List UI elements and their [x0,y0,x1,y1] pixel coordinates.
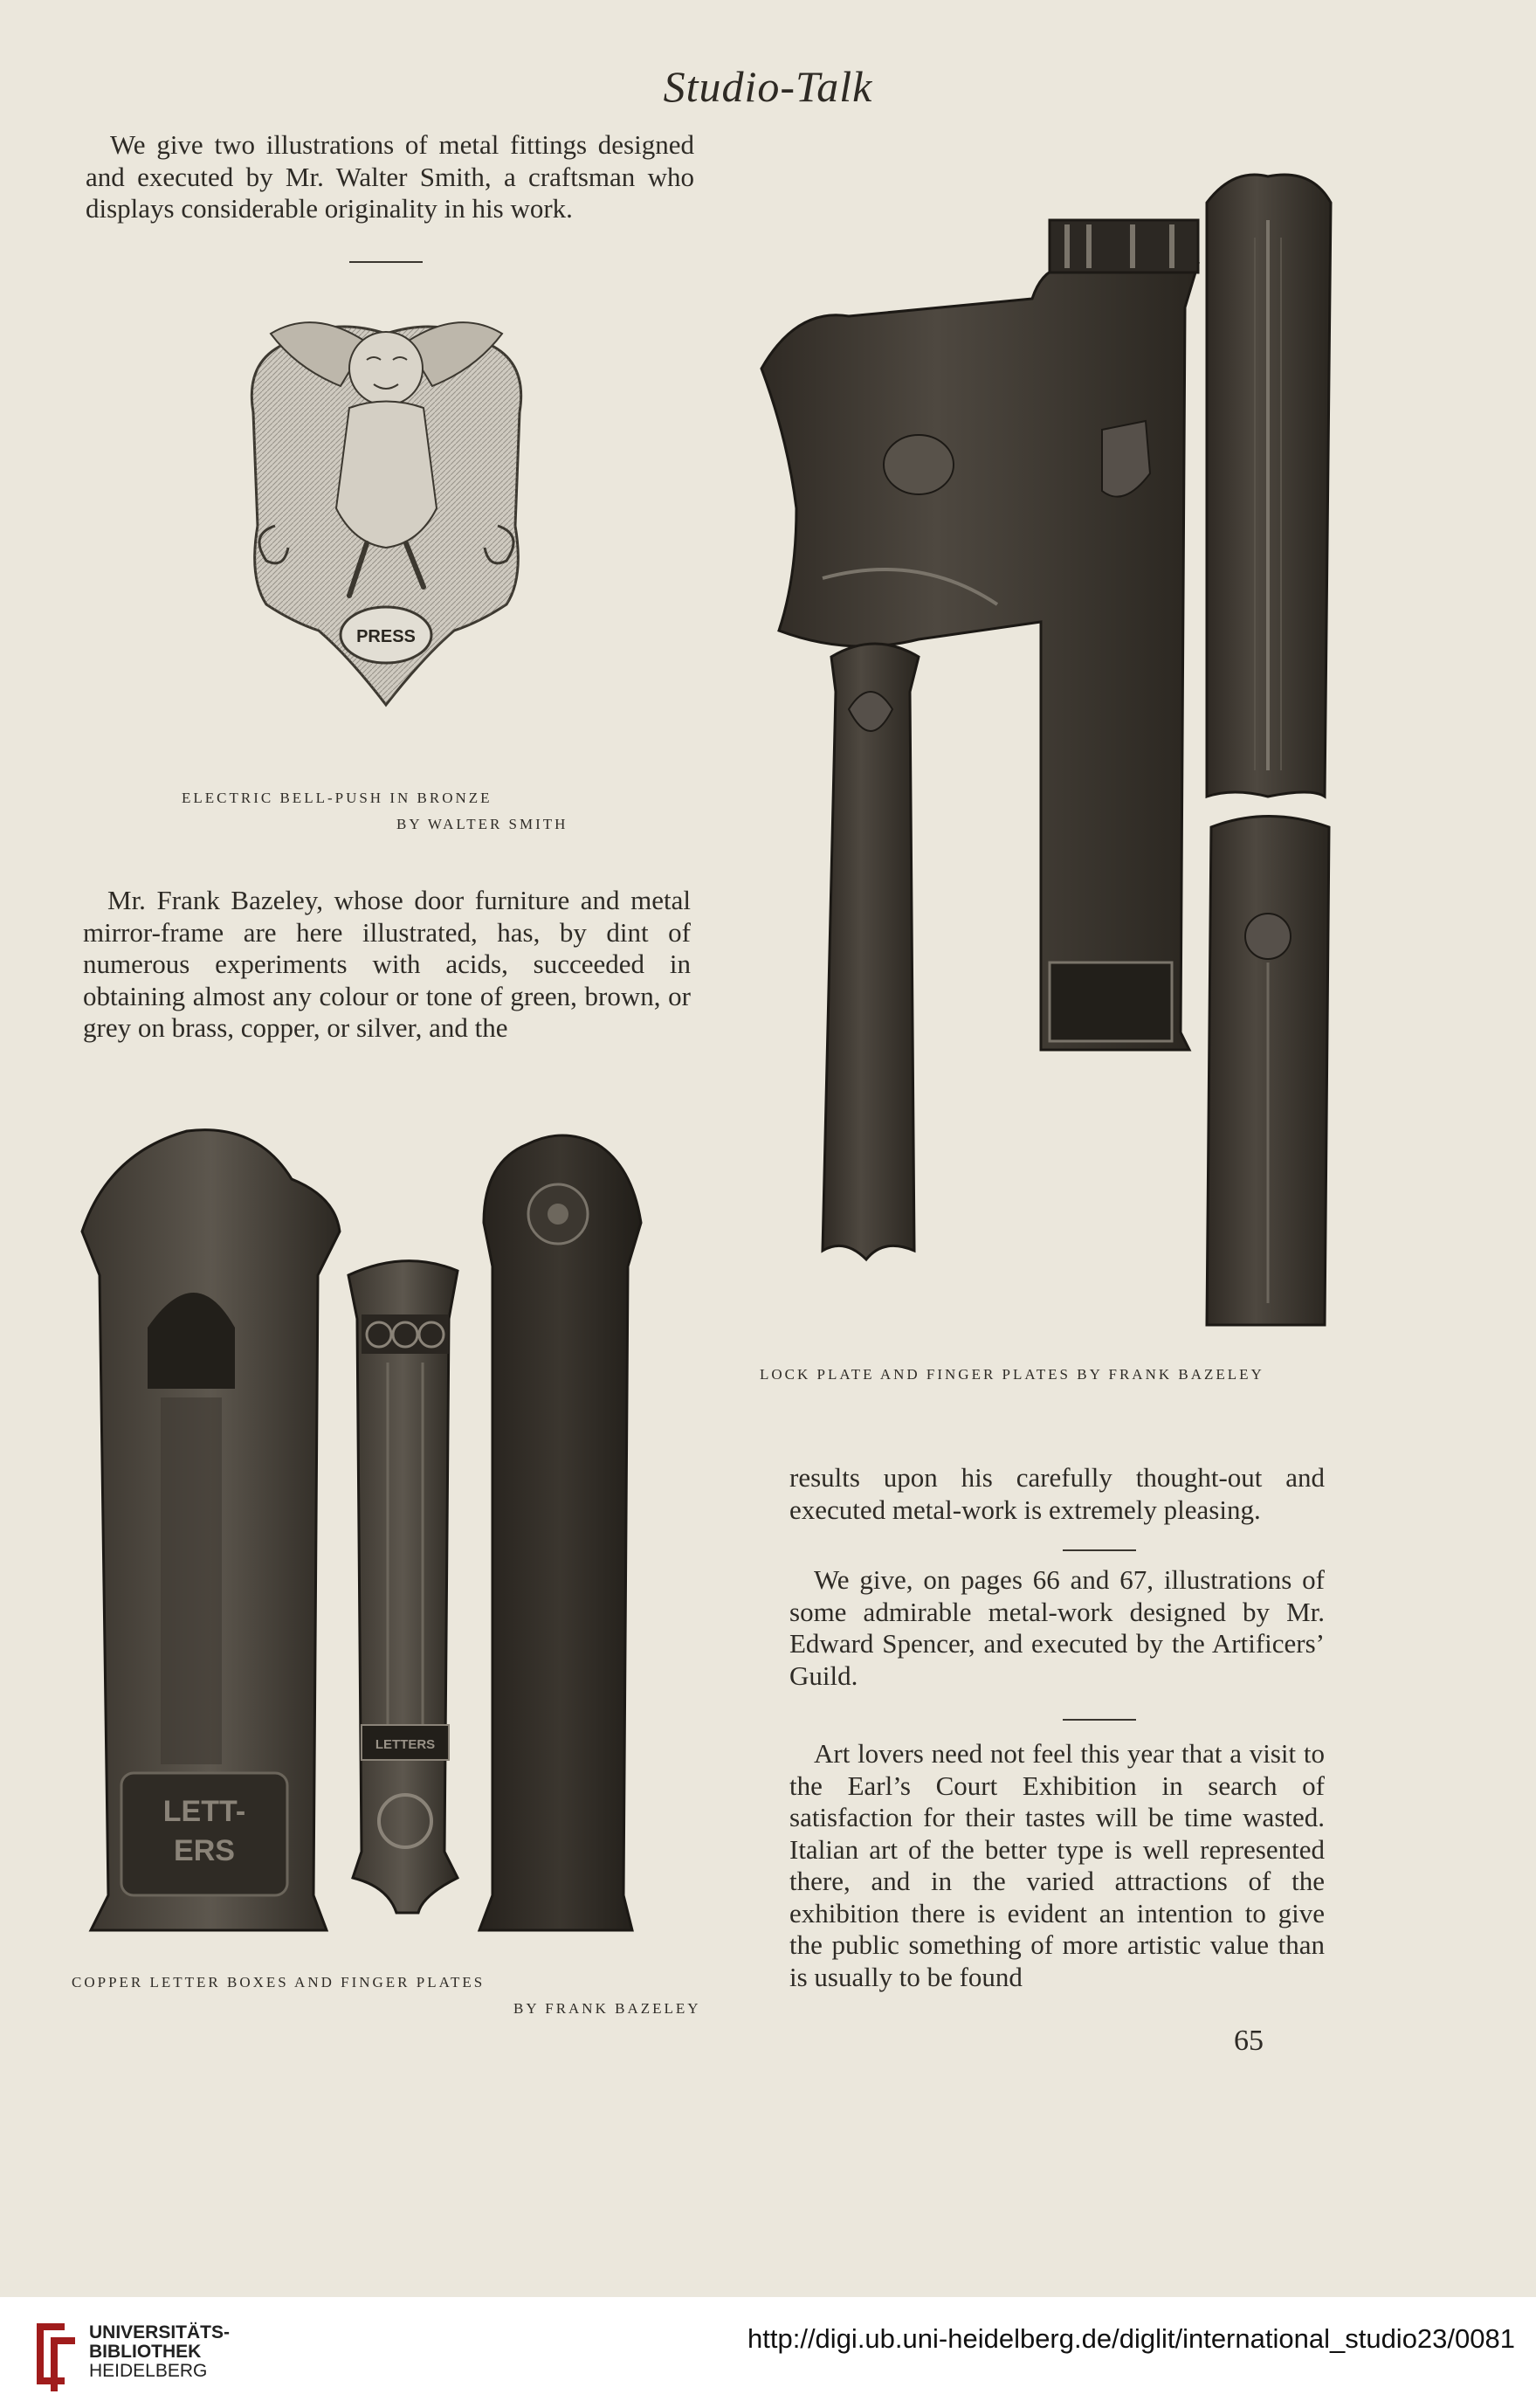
caption-letter-boxes-line2: BY FRANK BAZELEY [513,2000,701,2017]
earls-court-text: Art lovers need not feel this year that a visit to the Earl’s Court Exhibition in search of satisfaction for their tastes will be time wasted. Italian art of the better type is well represented there, and in the varied attractions of the exhibition there is evident an intention to give the public something of more artistic value than is usually to be found [789,1738,1325,1992]
section-rule [349,261,423,263]
section-rule-3 [1063,1719,1136,1721]
section-rule-2 [1063,1549,1136,1551]
source-url[interactable]: http://digi.ub.uni-heidelberg.de/diglit/international_studio23/0081 [747,2323,1515,2354]
library-logo-icon [31,2316,80,2391]
bazeley-text: Mr. Frank Bazeley, whose door furniture and metal mirror-frame are here illustrated, has, by dint of numerous experiments with acids, succeeded in obtaining almost any colour or tone of green, brown, or grey on brass, copper, or silver, and the [83,885,691,1043]
spencer-text: We give, on pages 66 and 67, illustrations of some admirable metal-work designed by Mr. Edward Spencer, and executed by the Artificers’ Guild. [789,1564,1325,1691]
caption-bell-push-line2: BY WALTER SMITH [396,816,568,832]
page-number: 65 [1234,2025,1264,2057]
library-name-line1: UNIVERSITÄTS- [89,2322,231,2342]
intro-text: We give two illustrations of metal fittings designed and executed by Mr. Walter Smith, a craftsman who displays considerable originality in his work. [86,129,694,224]
lock-plate-illustration [744,168,1340,1338]
intro-paragraph [86,129,694,225]
press-label: PRESS [356,627,416,646]
results-text: results upon his carefully thought-out and executed metal-work is extremely pleasing. [789,1462,1325,1525]
letters-label-1: LETT- [162,1795,246,1828]
library-name [89,2323,230,2381]
bazeley-paragraph [83,885,691,1045]
results-paragraph [789,1462,1325,1526]
letters-label-2: ERS [174,1834,235,1867]
spencer-paragraph [789,1564,1325,1692]
bell-push-illustration [236,307,537,711]
library-footer [0,2297,1536,2408]
letter-boxes-illustration [73,1127,720,1948]
running-head: Studio-Talk [663,62,873,111]
earls-court-paragraph [789,1738,1325,1993]
library-name-line2: BIBLIOTHEK [89,2342,202,2362]
caption-lock-plate: LOCK PLATE AND FINGER PLATES BY FRANK BAZELEY [760,1366,1264,1383]
caption-bell-push-line1: ELECTRIC BELL-PUSH IN BRONZE [182,790,492,806]
caption-letter-boxes-line1: COPPER LETTER BOXES AND FINGER PLATES [72,1974,486,1991]
letters-label-3: LETTERS [375,1737,436,1752]
library-name-line3: HEIDELBERG [89,2361,208,2381]
